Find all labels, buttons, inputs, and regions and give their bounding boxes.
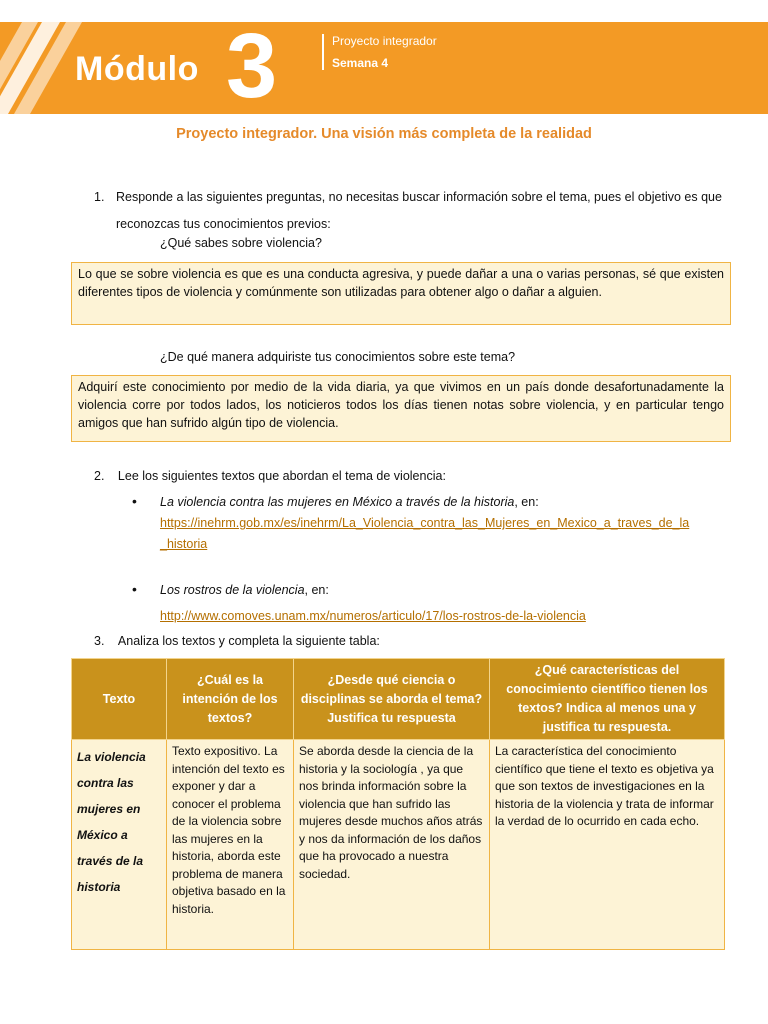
sub-question-2: ¿De qué manera adquiriste tus conocimientos sobre este tema?: [160, 350, 516, 364]
question-2-text: Lee los siguientes textos que abordan el tema de violencia:: [117, 469, 446, 483]
question-1-number: 1.: [94, 190, 105, 204]
question-3-number: 3.: [94, 634, 105, 648]
header-divider: [322, 34, 324, 70]
document-title: Proyecto integrador. Una visión más completa de la realidad: [176, 126, 592, 142]
sub-question-1: ¿Qué sabes sobre violencia?: [160, 236, 322, 250]
reading-1-en: , en:: [514, 495, 539, 509]
header-texto: Texto: [72, 659, 167, 740]
bullet-1: •: [132, 493, 137, 509]
cell-caracteristicas: La característica del conocimiento científico que tiene el texto es objetiva ya que son textos de investigaciones en la historia de la violencia y trata de informar la verdad de lo ocurrido en cada echo.: [490, 740, 725, 950]
reading-1: [160, 495, 539, 509]
module-number: 3: [226, 22, 278, 114]
table-header-row: [72, 659, 725, 740]
header-ciencia: ¿Desde qué ciencia o disciplinas se aborda el tema? Justifica tu respuesta: [294, 659, 490, 740]
answer-box-1: Lo que se sobre violencia es que es una conducta agresiva, y puede dañar a una o varias personas, sé que existen diferentes tipos de violencia y comúnmente son utilizadas para obtener algo o dañar a alguien.: [71, 262, 731, 325]
cell-texto: La violencia contra las mujeres en México a través de la historia: [72, 740, 167, 950]
reading-2-link[interactable]: http://www.comoves.unam.mx/numeros/articulo/17/los-rostros-de-la-violencia: [160, 609, 586, 623]
question-3-text: Analiza los textos y completa la siguiente tabla:: [117, 634, 380, 648]
answer-box-2: Adquirí este conocimiento por medio de la vida diaria, ya que vivimos en un país donde desafortunadamente la violencia corre por todos lados, los noticieros todos los días tienen notas sobre violencia, y en particular tengo amigos que han sufrido algún tipo de violencia.: [71, 375, 731, 442]
reading-1-link-cont[interactable]: _historia: [160, 537, 208, 551]
bullet-2: •: [132, 581, 137, 597]
header-caracteristicas: ¿Qué características del conocimiento científico tienen los textos? Indica al menos una y justifica tu respuesta.: [490, 659, 725, 740]
question-2-number: 2.: [94, 469, 105, 483]
reading-2-title: Los rostros de la violencia: [160, 583, 305, 597]
analysis-table: [71, 658, 725, 950]
reading-1-title: La violencia contra las mujeres en México a través de la historia: [160, 495, 515, 509]
reading-2-en: , en:: [304, 583, 329, 597]
table-row: [72, 740, 725, 950]
reading-2: [160, 583, 329, 597]
reading-1-link[interactable]: https://inehrm.gob.mx/es/inehrm/La_Violencia_contra_las_Mujeres_en_Mexico_a_traves_de_la: [160, 516, 690, 530]
question-2: [94, 469, 446, 483]
header-intencion: ¿Cuál es la intención de los textos?: [167, 659, 294, 740]
cell-intencion: Texto expositivo. La intención del texto es exponer y dar a conocer el problema de la violencia sobre las mujeres en la historia, aborda este problema de manera objetiva basado en la historia.: [167, 740, 294, 950]
question-1-text: Responde a las siguientes preguntas, no necesitas buscar información sobre el tema, pues el objetivo es que reconozcas tus conocimientos previos:: [116, 190, 722, 231]
project-label: Proyecto integrador: [332, 34, 437, 48]
question-3: [94, 634, 380, 648]
week-label: Semana 4: [332, 56, 389, 70]
question-1: [94, 184, 734, 238]
cell-ciencia: Se aborda desde la ciencia de la historia y la sociología , ya que nos brinda información sobre la violencia que han sufrido las mujeres desde muchos años atrás y nos da información de los daños que ha provocado a nuestra sociedad.: [294, 740, 490, 950]
module-word: Módulo: [75, 50, 199, 88]
module-banner: [0, 22, 768, 114]
